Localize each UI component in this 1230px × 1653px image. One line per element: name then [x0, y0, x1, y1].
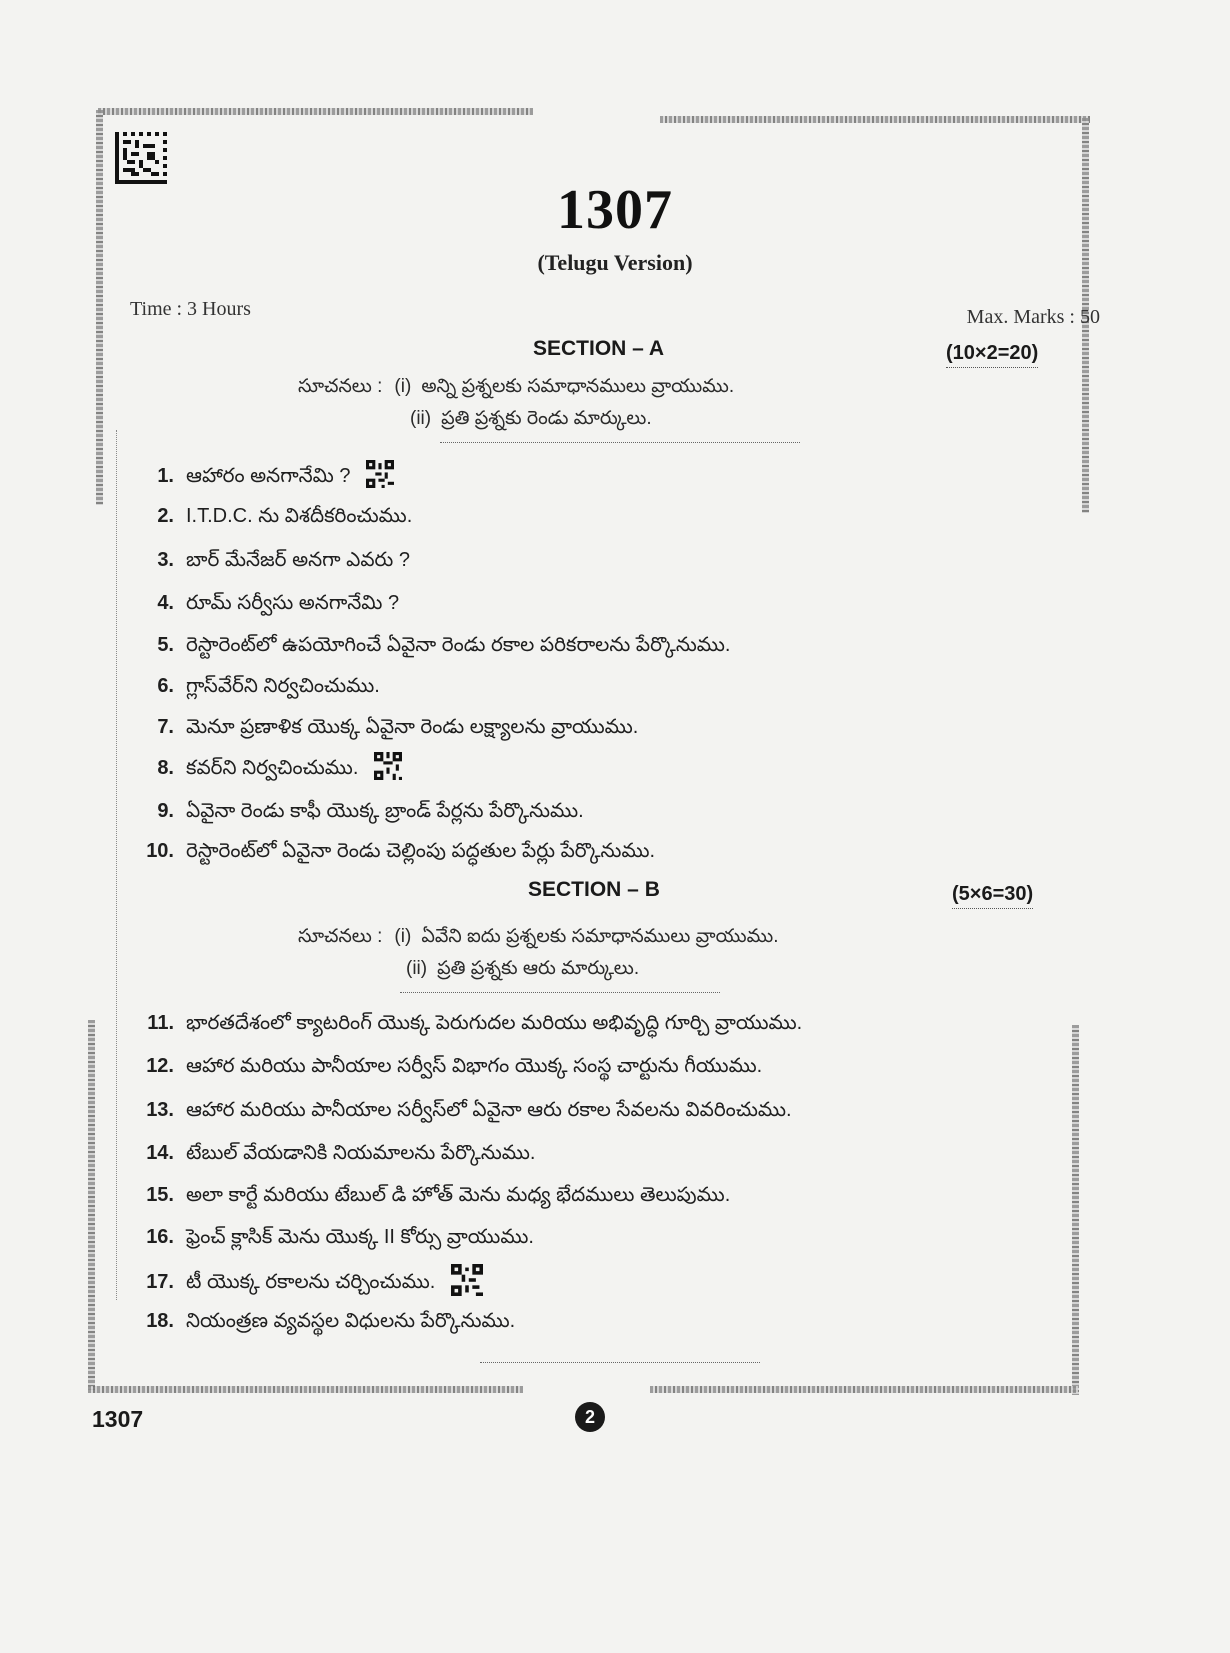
datamatrix-code: [115, 132, 167, 184]
question-13: [140, 1099, 792, 1126]
question-15: [140, 1184, 730, 1211]
question-1: [140, 460, 394, 494]
section-a-instruction-2: [410, 408, 652, 434]
exam-time: Time : 3 Hours: [130, 298, 251, 320]
page-number-badge: 2: [575, 1402, 605, 1432]
question-9: [140, 800, 584, 827]
question-7: [140, 716, 638, 743]
question-number: 16.: [146, 1226, 174, 1248]
qr-code: [366, 460, 394, 494]
question-number: 18.: [146, 1310, 174, 1332]
section-a-instruction-1: [298, 376, 734, 402]
border-left-bottom: [88, 1020, 95, 1390]
instruction-text: ఏవేని ఐదు ప్రశ్నలకు సమాధానములు వ్రాయుము.: [421, 926, 779, 947]
border-top-left: [98, 108, 533, 115]
question-text: మెనూ ప్రణాళిక యొక్క ఏవైనా రెండు లక్ష్యాలను వ్రాయుము.: [186, 716, 639, 738]
question-number: 3.: [157, 549, 174, 571]
question-16: [140, 1226, 534, 1253]
instruction-text: ప్రతి ప్రశ్నకు ఆరు మార్కులు.: [437, 958, 640, 979]
question-text: ఫ్రెంచ్ క్లాసిక్ మెను యొక్క II కోర్సు వ్రాయుము.: [186, 1226, 534, 1248]
question-text: రూమ్ సర్వీసు అనగానేమి ?: [186, 592, 400, 614]
question-10: [140, 840, 655, 867]
question-number: 15.: [146, 1184, 174, 1206]
section-a-marks: (10×2=20): [946, 342, 1038, 368]
question-8: [140, 752, 402, 786]
question-number: 8.: [157, 757, 174, 780]
question-text: భారతదేశంలో క్యాటరింగ్ యొక్క పెరుగుదల మరియు అభివృద్ధి గూర్చి వ్రాయుము.: [186, 1012, 803, 1034]
exam-code: 1307: [557, 179, 673, 241]
instruction-number: (ii): [410, 408, 432, 429]
question-text: ఏవైనా రెండు కాఫీ యొక్క బ్రాండ్ పేర్లను పేర్కొనుము.: [186, 800, 584, 822]
section-b-rule: [400, 992, 720, 993]
question-text: అలా కార్టే మరియు టేబుల్ డి హోత్ మెను మధ్య భేదములు తెలుపుము.: [186, 1184, 731, 1206]
question-number: 9.: [157, 800, 174, 822]
question-text: బార్ మేనేజర్ అనగా ఎవరు ?: [186, 549, 411, 571]
question-text: టేబుల్ వేయడానికి నియమాలను పేర్కొనుము.: [186, 1142, 536, 1164]
question-text: గ్లాస్‌వేర్‌ని నిర్వచించుము.: [186, 675, 380, 697]
question-number: 2.: [157, 505, 174, 527]
question-number: 4.: [157, 592, 174, 614]
question-text: నియంత్రణ వ్యవస్థల విధులను పేర్కొనుము.: [186, 1310, 516, 1332]
instructions-label: సూచనలు :: [298, 926, 383, 947]
question-number: 10.: [146, 840, 174, 862]
section-a-title: SECTION – A: [533, 337, 665, 360]
border-left-top: [96, 110, 103, 505]
question-number: 5.: [157, 634, 174, 656]
border-bottom-right: [650, 1386, 1078, 1393]
question-18: [140, 1310, 515, 1337]
margin-line-left: [116, 430, 117, 1300]
question-5: [140, 634, 730, 661]
question-number: 11.: [147, 1012, 174, 1034]
instruction-number: (i): [394, 926, 412, 947]
instructions-label: సూచనలు :: [298, 376, 383, 397]
question-number: 13.: [146, 1099, 174, 1121]
question-text: టీ యొక్క రకాలను చర్చించుము.: [186, 1271, 436, 1294]
section-b-marks: (5×6=30): [952, 883, 1033, 909]
question-text: I.T.D.C. ను విశదీకరించుము.: [186, 505, 413, 527]
question-3: [140, 549, 410, 576]
question-11: [140, 1012, 802, 1039]
question-12: [140, 1055, 762, 1082]
border-right-bottom: [1072, 1025, 1079, 1395]
question-number: 17.: [146, 1271, 174, 1294]
question-text: కవర్‌ని నిర్వచించుము.: [186, 757, 359, 780]
question-number: 12.: [146, 1055, 174, 1077]
border-top-right: [660, 116, 1090, 123]
question-17: [140, 1264, 483, 1302]
question-14: [140, 1142, 535, 1169]
footer-exam-code: 1307: [92, 1406, 144, 1432]
question-number: 6.: [157, 675, 174, 697]
max-marks: Max. Marks : 50: [966, 306, 1100, 328]
exam-version: (Telugu Version): [537, 250, 693, 275]
section-a-rule: [440, 442, 800, 443]
question-text: రెస్టారెంట్‌లో ఉపయోగించే ఏవైనా రెండు రకాల పరికరాలను పేర్కొనుము.: [186, 634, 731, 656]
qr-code: [451, 1264, 483, 1302]
question-number: 7.: [157, 716, 174, 738]
instruction-text: అన్ని ప్రశ్నలకు సమాధానములు వ్రాయుము.: [421, 376, 735, 397]
question-number: 14.: [146, 1142, 174, 1164]
instruction-number: (i): [394, 376, 412, 397]
question-text: ఆహారం అనగానేమి ?: [186, 465, 351, 488]
instruction-text: ప్రతి ప్రశ్నకు రెండు మార్కులు.: [441, 408, 652, 429]
question-text: ఆహార మరియు పానీయాల సర్వీస్ విభాగం యొక్క సంస్థ చార్టును గీయుము.: [186, 1055, 763, 1077]
question-text: రెస్టారెంట్‌లో ఏవైనా రెండు చెల్లింపు పద్ధతుల పేర్లు పేర్కొనుము.: [186, 840, 656, 862]
qr-code: [374, 752, 402, 786]
question-text: ఆహార మరియు పానీయాల సర్వీస్‌లో ఏవైనా ఆరు రకాల సేవలను వివరించుము.: [186, 1099, 792, 1121]
section-b-instruction-2: [406, 958, 639, 984]
question-2: [140, 505, 412, 532]
question-number: 1.: [157, 465, 174, 488]
section-b-instruction-1: [298, 926, 779, 952]
question-6: [140, 675, 380, 702]
section-b-title: SECTION – B: [528, 878, 660, 901]
instruction-number: (ii): [406, 958, 428, 979]
end-rule: [480, 1362, 760, 1363]
question-4: [140, 592, 399, 619]
border-bottom-left: [88, 1386, 523, 1393]
